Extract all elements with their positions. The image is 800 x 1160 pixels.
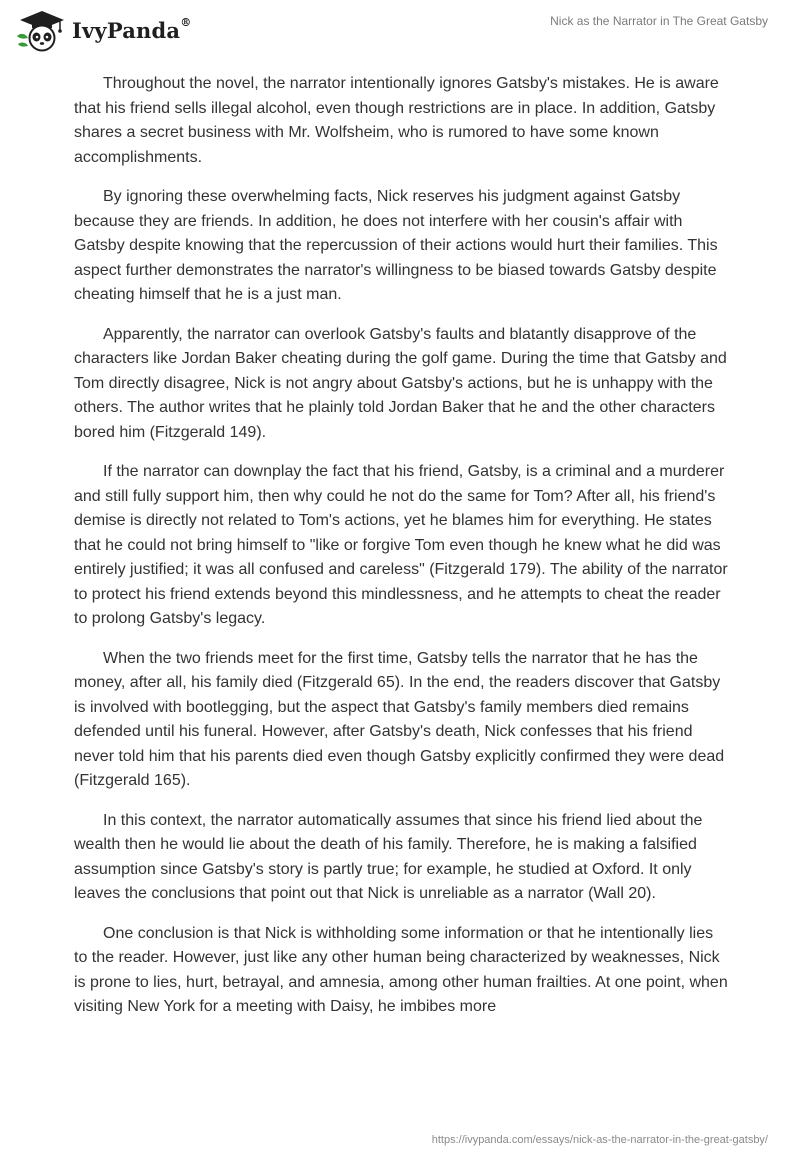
panda-graduation-cap-icon [14,8,66,52]
ivypanda-logo[interactable] [14,8,191,52]
paragraph: In this context, the narrator automatically assumes that since his friend lied about the wealth then he would lie about the death of his family. Therefore, he is making a falsified assumption since Gatsby's story is partly true; for example, he studied at Oxford. It only leaves the conclusions that point out that Nick is unreliable as a narrator (Wall 20). [74,811,703,902]
registered-mark: ® [180,15,192,29]
paragraph: Apparently, the narrator can overlook Gatsby's faults and blatantly disapprove of the characters like Jordan Baker cheating during the golf game. During the time that Gatsby and Tom directly disagree, Nick is not angry about Gatsby's actions, but he is unhappy with the others. The author writes that he plainly told Jordan Baker that he and the other characters bored him (Fitzgerald 149). [74,325,727,441]
paragraph: When the two friends meet for the first time, Gatsby tells the narrator that he has the money, after all, his family died (Fitzgerald 65). In the end, the readers discover that Gatsby is involved with bootlegging, but the aspect that Gatsby's family members died remains defended until his funeral. However, after Gatsby's death, Nick confesses that his friend never told him that his parents died even though Gatsby explicitly confirmed they were dead (Fitzgerald 165). [74,649,725,789]
document-title: Nick as the Narrator in The Great Gatsby [550,14,768,28]
logo-text: IvyPanda® [72,15,192,43]
paragraph: One conclusion is that Nick is withholding some information or that he intentionally lies to the reader. However, just like any other human being characterized by weaknesses, Nick is prone to lies, hurt, betrayal, and amnesia, among other human frailties. At one point, when visiting New York for a meeting with Daisy, he imbibes more [74,924,728,1015]
source-url[interactable]: https://ivypanda.com/essays/nick-as-the-narrator-in-the-great-gatsby/ [431,1134,768,1146]
paragraph: Throughout the novel, the narrator intentionally ignores Gatsby's mistakes. He is aware that his friend sells illegal alcohol, even though restrictions are in place. In addition, Gatsby shares a secret business with Mr. Wolfsheim, who is rumored to have some known accomplishments. [74,75,719,166]
paragraph: If the narrator can downplay the fact that his friend, Gatsby, is a criminal and a murderer and still fully support him, then why could he not do the same for Tom? After all, his friend's demise is directly not related to Tom's actions, yet he blames him for everything. He states that he could not bring himself to "like or forgive Tom even though he knew what he did was entirely justified; it was all confused and careless" (Fitzgerald 179). The ability of the narrator to protect his friend extends beyond this mindlessness, and he attempts to cheat the reader to prolong Gatsby's legacy. [74,463,728,627]
essay-body [74,72,730,1035]
paragraph: By ignoring these overwhelming facts, Nick reserves his judgment against Gatsby because they are friends. In addition, he does not interfere with her cousin's affair with Gatsby despite knowing that the repercussion of their actions would hurt their families. This aspect further demonstrates the narrator's willingness to be biased towards Gatsby despite cheating himself that he is a just man. [74,188,718,303]
